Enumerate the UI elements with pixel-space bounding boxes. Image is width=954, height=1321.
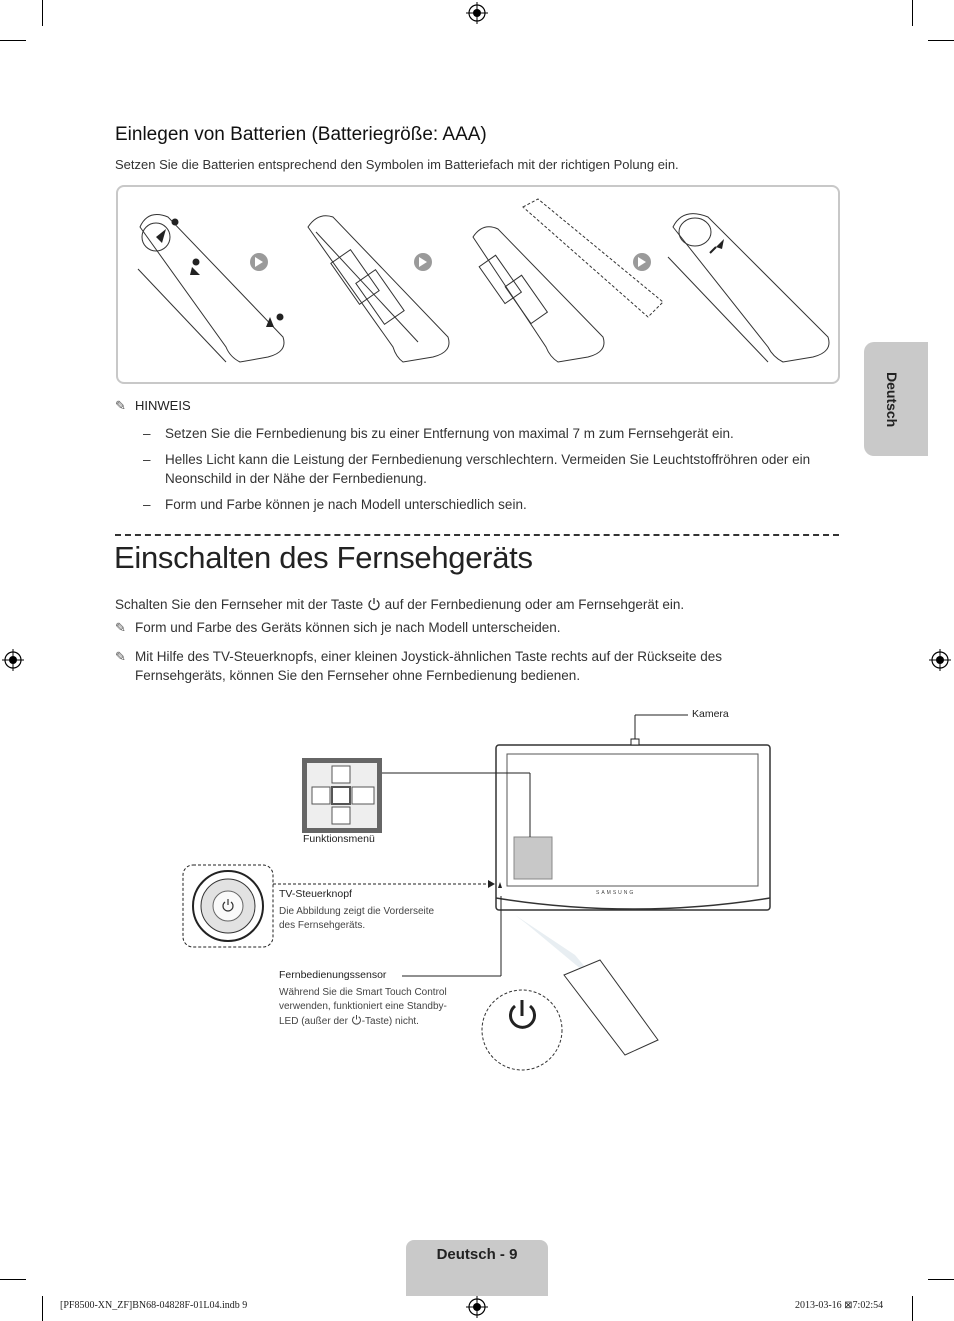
section-heading-power-on: Einschalten des Fernsehgeräts	[114, 540, 533, 575]
list-item-text: Setzen Sie die Fernbedienung bis zu einer Entfernung von maximal 7 m zum Fernsehgerät ein.	[165, 426, 734, 441]
language-tab-label: Deutsch	[884, 372, 900, 428]
batteries-intro: Setzen Sie die Batterien entsprechend den Symbolen im Batteriefach mit der richtigen Polung ein.	[115, 157, 679, 172]
tv-diagram	[180, 700, 780, 1080]
crop-mark	[912, 0, 913, 26]
label-remote-sensor: Fernbedienungssensor	[279, 969, 387, 981]
description-line: verwenden, funktioniert eine Standby-	[279, 1001, 447, 1012]
note-list	[115, 424, 815, 521]
battery-illustration-panel	[116, 185, 840, 384]
remote-sensor-description	[279, 986, 447, 1029]
crop-mark	[928, 1279, 954, 1280]
note-shape-color	[115, 620, 835, 636]
power-icon	[367, 597, 381, 611]
label-camera: Kamera	[692, 708, 729, 720]
registration-mark-icon	[466, 1296, 488, 1318]
note-heading	[115, 398, 191, 414]
pencil-icon: ✎	[115, 649, 126, 664]
pencil-icon: ✎	[115, 398, 126, 413]
list-item-text: Form und Farbe können je nach Modell unterschiedlich sein.	[165, 497, 527, 512]
crop-mark	[912, 1296, 913, 1321]
control-stick-description	[279, 905, 434, 933]
list-item: – Form und Farbe können je nach Modell unterschiedlich sein.	[143, 497, 527, 512]
note-control-stick	[115, 647, 835, 685]
pencil-icon: ✎	[115, 620, 126, 635]
crop-mark	[42, 0, 43, 26]
section-heading-batteries: Einlegen von Batterien (Batteriegröße: AAA)	[115, 124, 487, 145]
section-divider	[115, 534, 839, 536]
note-label: HINWEIS	[135, 398, 191, 413]
description-line: Während Sie die Smart Touch Control	[279, 987, 447, 998]
list-item-text: Helles Licht kann die Leistung der Fernbedienung verschlechtern. Vermeiden Sie Leuchtstoffröhren oder ein Neonschild in der Nähe der Fernbedienung.	[165, 452, 811, 486]
power-icon	[351, 1014, 362, 1025]
crop-mark	[42, 1296, 43, 1321]
paragraph-text: auf der Fernbedienung oder am Fernsehgerät ein.	[384, 597, 685, 612]
page-number: Deutsch - 9	[406, 1240, 548, 1296]
crop-mark	[928, 40, 954, 41]
registration-mark-icon	[929, 649, 951, 671]
power-on-paragraph	[115, 597, 684, 612]
language-tab	[864, 342, 928, 456]
registration-mark-icon	[2, 649, 24, 671]
battery-steps-illustration	[118, 187, 838, 382]
description-line: Die Abbildung zeigt die Vorderseite	[279, 906, 435, 917]
label-function-menu: Funktionsmenü	[303, 833, 375, 845]
note-text: Mit Hilfe des TV-Steuerknopfs, einer kleinen Joystick-ähnlichen Taste rechts auf der Rückseite des Fernsehgeräts, können Sie den Fernseher ohne Fernbedienung bedienen.	[135, 649, 723, 683]
description-line: des Fernsehgeräts.	[279, 920, 366, 931]
list-item: – Setzen Sie die Fernbedienung bis zu einer Entfernung von maximal 7 m zum Fernsehgerät ein.	[143, 426, 734, 441]
list-item: – Helles Licht kann die Leistung der Fernbedienung verschlechtern. Vermeiden Sie Leuchtstoffröhren oder ein Neonschild in der Nähe der Fernbedienung.	[143, 452, 811, 486]
paragraph-text: Schalten Sie den Fernseher mit der Taste	[115, 597, 364, 612]
registration-mark-icon	[466, 2, 488, 24]
label-control-stick: TV-Steuerknopf	[279, 888, 352, 900]
description-text: LED (außer der	[279, 1016, 348, 1027]
description-line	[279, 1014, 447, 1029]
crop-mark	[0, 1279, 26, 1280]
tv-brand-logo: SAMSUNG	[596, 890, 636, 896]
note-text: Form und Farbe des Geräts können sich je nach Modell unterscheiden.	[135, 620, 561, 635]
footer-file-info: [PF8500-XN_ZF]BN68-04828F-01L04.indb 9	[60, 1300, 248, 1311]
description-text: -Taste) nicht.	[361, 1016, 419, 1027]
crop-mark	[0, 40, 26, 41]
footer-timestamp: 2013-03-16 ⊠7:02:54	[795, 1300, 884, 1311]
